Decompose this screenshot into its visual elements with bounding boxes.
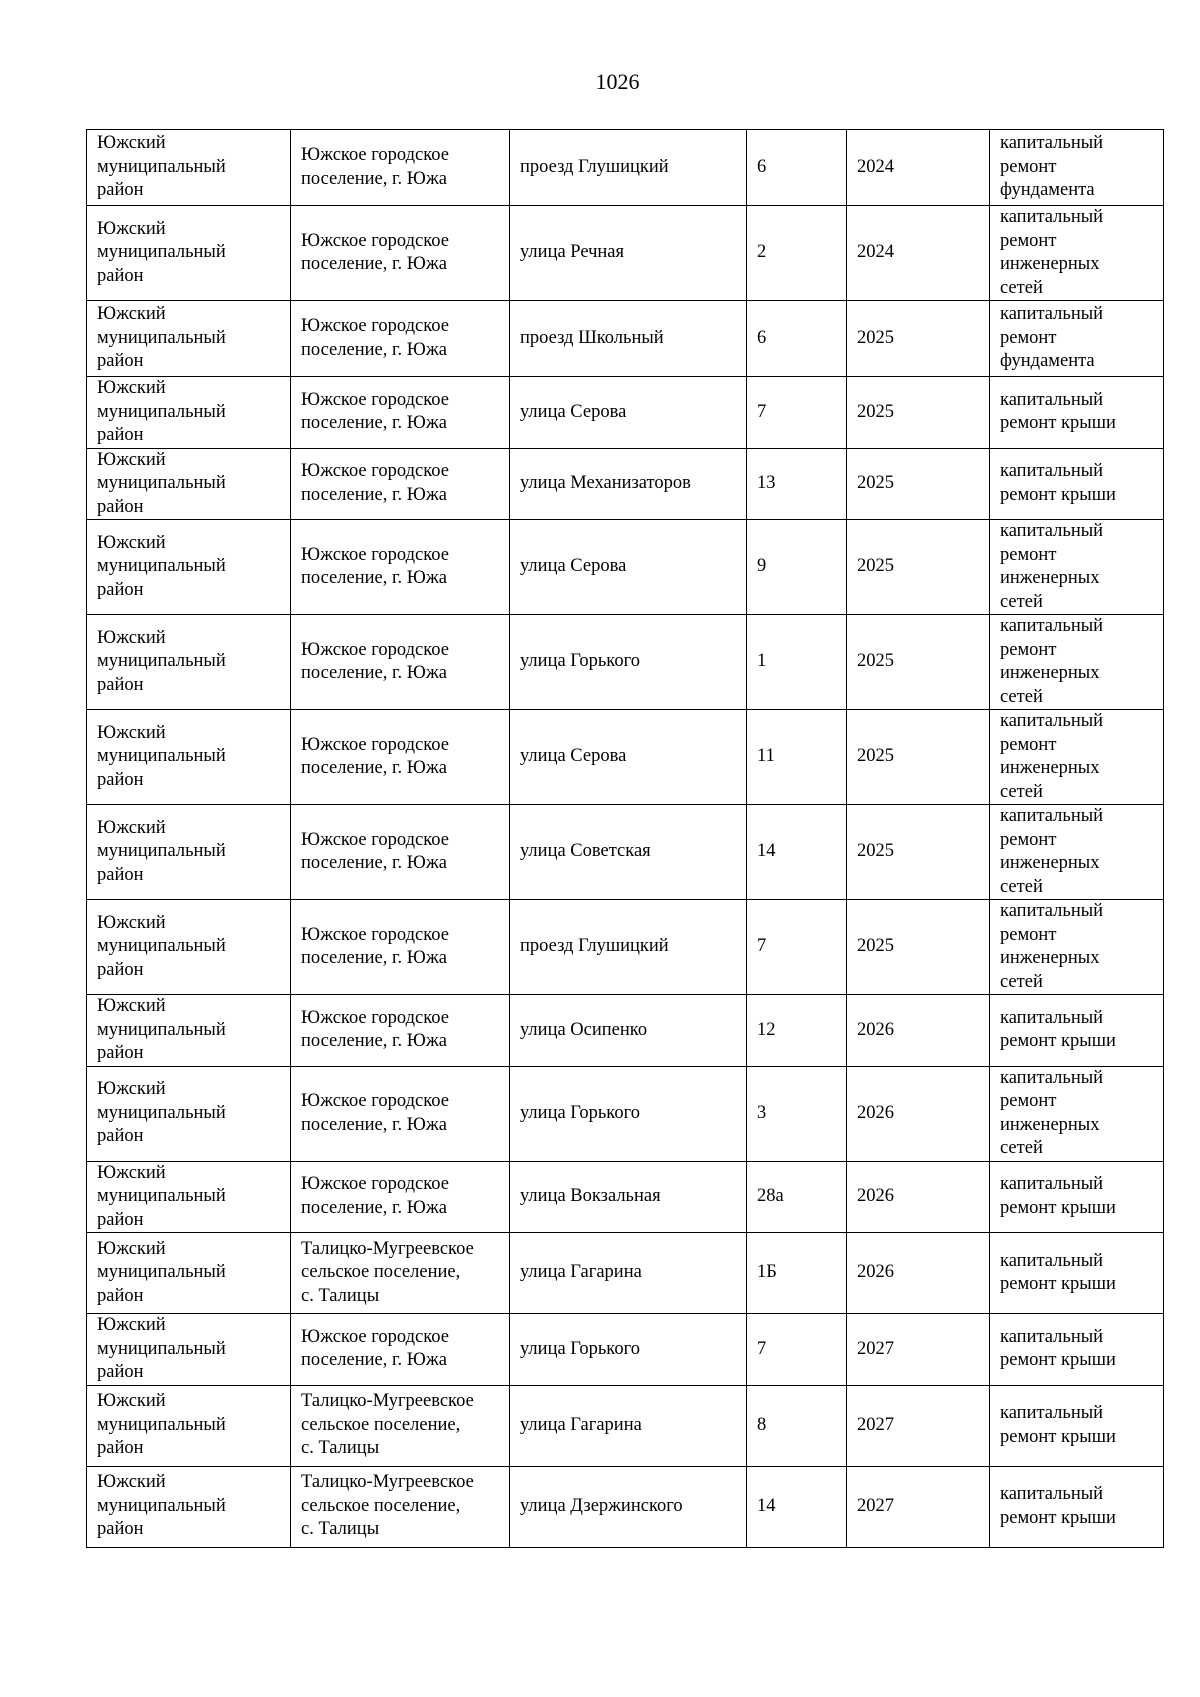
cell-work-type: капитальный ремонт крыши (990, 377, 1164, 449)
cell-house-number: 14 (747, 805, 847, 900)
cell-work-type: капитальный ремонт инженерных сетей (990, 1066, 1164, 1161)
cell-work-type: капитальный ремонт крыши (990, 448, 1164, 520)
cell-year: 2025 (847, 710, 990, 805)
table-row (87, 1466, 1164, 1547)
cell-settlement: Талицко-Мугреевское сельское поселение, с. Талицы (291, 1466, 510, 1547)
table-row (87, 1314, 1164, 1386)
cell-street: проезд Школьный (510, 301, 747, 377)
cell-street: улица Горького (510, 1066, 747, 1161)
table-row (87, 520, 1164, 615)
cell-work-type: капитальный ремонт инженерных сетей (990, 206, 1164, 301)
cell-work-type: капитальный ремонт инженерных сетей (990, 805, 1164, 900)
cell-settlement: Южское городское поселение, г. Южа (291, 130, 510, 206)
table-row (87, 130, 1164, 206)
cell-work-type: капитальный ремонт фундамента (990, 301, 1164, 377)
table-row (87, 710, 1164, 805)
cell-year: 2024 (847, 206, 990, 301)
cell-work-type: капитальный ремонт фундамента (990, 130, 1164, 206)
cell-street: улица Серова (510, 377, 747, 449)
cell-district: Южский муниципальный район (87, 1066, 291, 1161)
cell-settlement: Южское городское поселение, г. Южа (291, 900, 510, 995)
cell-work-type: капитальный ремонт инженерных сетей (990, 615, 1164, 710)
cell-district: Южский муниципальный район (87, 1466, 291, 1547)
cell-work-type: капитальный ремонт крыши (990, 1385, 1164, 1466)
cell-district: Южский муниципальный район (87, 710, 291, 805)
cell-work-type: капитальный ремонт инженерных сетей (990, 520, 1164, 615)
cell-district: Южский муниципальный район (87, 900, 291, 995)
cell-year: 2025 (847, 615, 990, 710)
cell-year: 2025 (847, 377, 990, 449)
cell-street: улица Гагарина (510, 1385, 747, 1466)
cell-work-type: капитальный ремонт крыши (990, 995, 1164, 1067)
cell-street: улица Механизаторов (510, 448, 747, 520)
table-row (87, 1161, 1164, 1233)
cell-house-number: 28а (747, 1161, 847, 1233)
cell-street: улица Гагарина (510, 1233, 747, 1314)
cell-house-number: 7 (747, 900, 847, 995)
cell-street: улица Серова (510, 520, 747, 615)
cell-house-number: 7 (747, 377, 847, 449)
cell-settlement: Южское городское поселение, г. Южа (291, 1314, 510, 1386)
table-row (87, 900, 1164, 995)
cell-district: Южский муниципальный район (87, 615, 291, 710)
cell-year: 2024 (847, 130, 990, 206)
cell-street: улица Речная (510, 206, 747, 301)
cell-work-type: капитальный ремонт крыши (990, 1314, 1164, 1386)
cell-house-number: 7 (747, 1314, 847, 1386)
cell-street: улица Дзержинского (510, 1466, 747, 1547)
cell-settlement: Южское городское поселение, г. Южа (291, 615, 510, 710)
table-row (87, 995, 1164, 1067)
cell-year: 2026 (847, 1233, 990, 1314)
cell-district: Южский муниципальный район (87, 206, 291, 301)
cell-district: Южский муниципальный район (87, 1233, 291, 1314)
cell-district: Южский муниципальный район (87, 301, 291, 377)
cell-settlement: Южское городское поселение, г. Южа (291, 805, 510, 900)
table-row (87, 377, 1164, 449)
cell-house-number: 8 (747, 1385, 847, 1466)
cell-work-type: капитальный ремонт крыши (990, 1233, 1164, 1314)
cell-year: 2025 (847, 448, 990, 520)
cell-house-number: 6 (747, 301, 847, 377)
cell-settlement: Южское городское поселение, г. Южа (291, 520, 510, 615)
cell-year: 2026 (847, 995, 990, 1067)
table-body (87, 130, 1164, 1548)
cell-street: улица Серова (510, 710, 747, 805)
table-row (87, 1385, 1164, 1466)
cell-street: улица Советская (510, 805, 747, 900)
cell-street: улица Горького (510, 615, 747, 710)
cell-district: Южский муниципальный район (87, 805, 291, 900)
cell-street: улица Осипенко (510, 995, 747, 1067)
cell-settlement: Южское городское поселение, г. Южа (291, 995, 510, 1067)
cell-settlement: Южское городское поселение, г. Южа (291, 1066, 510, 1161)
table-row (87, 448, 1164, 520)
cell-year: 2027 (847, 1314, 990, 1386)
cell-district: Южский муниципальный район (87, 1314, 291, 1386)
table-row (87, 615, 1164, 710)
cell-house-number: 3 (747, 1066, 847, 1161)
cell-year: 2026 (847, 1161, 990, 1233)
cell-settlement: Южское городское поселение, г. Южа (291, 301, 510, 377)
cell-work-type: капитальный ремонт инженерных сетей (990, 710, 1164, 805)
page-number: 1026 (595, 69, 640, 94)
table-row (87, 1233, 1164, 1314)
cell-settlement: Южское городское поселение, г. Южа (291, 1161, 510, 1233)
cell-settlement: Южское городское поселение, г. Южа (291, 206, 510, 301)
cell-house-number: 14 (747, 1466, 847, 1547)
cell-house-number: 13 (747, 448, 847, 520)
cell-house-number: 2 (747, 206, 847, 301)
cell-work-type: капитальный ремонт крыши (990, 1466, 1164, 1547)
cell-work-type: капитальный ремонт крыши (990, 1161, 1164, 1233)
repair-schedule-table (86, 129, 1164, 1548)
cell-district: Южский муниципальный район (87, 995, 291, 1067)
cell-year: 2025 (847, 900, 990, 995)
cell-house-number: 12 (747, 995, 847, 1067)
cell-settlement: Южское городское поселение, г. Южа (291, 448, 510, 520)
cell-district: Южский муниципальный район (87, 1161, 291, 1233)
cell-house-number: 9 (747, 520, 847, 615)
cell-street: улица Горького (510, 1314, 747, 1386)
cell-street: улица Вокзальная (510, 1161, 747, 1233)
cell-house-number: 11 (747, 710, 847, 805)
cell-year: 2025 (847, 805, 990, 900)
table-row (87, 1066, 1164, 1161)
cell-work-type: капитальный ремонт инженерных сетей (990, 900, 1164, 995)
cell-district: Южский муниципальный район (87, 448, 291, 520)
table-row (87, 206, 1164, 301)
table-row (87, 301, 1164, 377)
cell-district: Южский муниципальный район (87, 1385, 291, 1466)
cell-district: Южский муниципальный район (87, 377, 291, 449)
cell-settlement: Южское городское поселение, г. Южа (291, 710, 510, 805)
cell-house-number: 1Б (747, 1233, 847, 1314)
cell-year: 2027 (847, 1466, 990, 1547)
cell-street: проезд Глушицкий (510, 900, 747, 995)
cell-settlement: Южское городское поселение, г. Южа (291, 377, 510, 449)
cell-settlement: Талицко-Мугреевское сельское поселение, с. Талицы (291, 1385, 510, 1466)
cell-street: проезд Глушицкий (510, 130, 747, 206)
cell-house-number: 6 (747, 130, 847, 206)
cell-district: Южский муниципальный район (87, 130, 291, 206)
cell-year: 2026 (847, 1066, 990, 1161)
cell-district: Южский муниципальный район (87, 520, 291, 615)
cell-house-number: 1 (747, 615, 847, 710)
cell-year: 2025 (847, 520, 990, 615)
cell-year: 2025 (847, 301, 990, 377)
table-row (87, 805, 1164, 900)
cell-year: 2027 (847, 1385, 990, 1466)
cell-settlement: Талицко-Мугреевское сельское поселение, с. Талицы (291, 1233, 510, 1314)
